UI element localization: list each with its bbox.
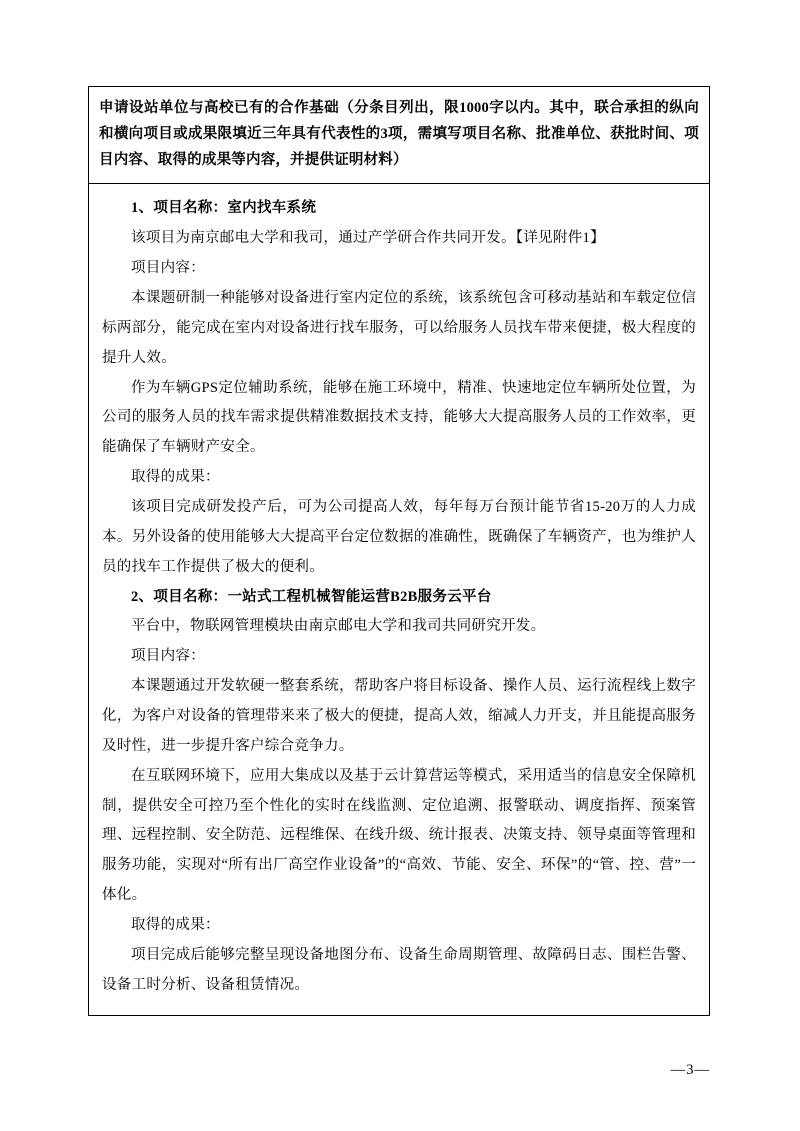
paragraph-project-2-content-1: 本课题通过开发软硬一整套系统，帮助客户将目标设备、操作人员、运行流程线上数字化，为客户对设备的管理带来来了极大的便捷，提高人效，缩减人力开支，并且能提高服务及时性，进一步提升客户综合竞争力。	[102, 678, 696, 754]
paragraph-project-2-intro: 平台中，物联网管理模块由南京邮电大学和我司共同研究开发。	[131, 618, 546, 635]
paragraph-project-2-results: 项目完成后能够完整呈现设备地图分布、设备生命周期管理、故障码日志、围栏告警、设备工时分析、设备租赁情况。	[102, 946, 696, 993]
section-header-text: 申请设站单位与高校已有的合作基础（分条目列出，限1000字以内。其中，联合承担的纵向和横向项目或成果限填近三年具有代表性的3项，需填写项目名称、批准单位、获批时间、项目内容、取得的成果等内容，并提供证明材料）	[89, 87, 709, 184]
page-number: —3—	[670, 1062, 710, 1078]
paragraph-project-1-content-2: 作为车辆GPS定位辅助系统，能够在施工环境中，精准、快速地定位车辆所处位置，为公司的服务人员的找车需求提供精准数据技术支持，能够大大提高服务人员的工作效率，更能确保了车辆财产安全。	[102, 379, 696, 456]
paragraph-project-1-content-label: 项目内容：	[131, 260, 205, 277]
form-table	[88, 86, 710, 1016]
paragraph-project-2-title: 2、项目名称：一站式工程机械智能运营B2B服务云平台	[131, 588, 492, 605]
section-body	[89, 184, 709, 1014]
paragraph-project-1-results: 该项目完成研发投产后，可为公司提高人效，每年每万台预计能节省15-20万的人力成本。另外设备的使用能够大大提高平台定位数据的准确性，既确保了车辆资产，也为维护人员的找车工作提供了极大的便利。	[102, 498, 696, 575]
paragraph-project-1-results-label: 取得的成果：	[131, 469, 220, 486]
paragraph-project-2-results-label: 取得的成果：	[131, 917, 220, 934]
paragraph-project-1-title: 1、项目名称：室内找车系统	[131, 200, 317, 217]
paragraph-project-2-content-2: 在互联网环境下，应用大集成以及基于云计算营运等模式，采用适当的信息安全保障机制，提供安全可控乃至个性化的实时在线监测、定位追溯、报警联动、调度指挥、预案管理、远程控制、安全防范、远程维保、在线升级、统计报表、决策支持、领导桌面等管理和服务功能，实现对“所有出厂高空作业设备”的“高效、节能、安全、环保”的“管、控、营”一体化。	[102, 767, 696, 904]
paragraph-project-1-content-1: 本课题研制一种能够对设备进行室内定位的系统，该系统包含可移动基站和车载定位信标两部分，能完成在室内对设备进行找车服务，可以给服务人员找车带来便捷，极大程度的提升人效。	[102, 289, 696, 366]
paragraph-project-1-intro: 该项目为南京邮电大学和我司，通过产学研合作共同开发。【详见附件1】	[131, 230, 605, 247]
paragraph-project-2-content-label: 项目内容：	[131, 648, 205, 665]
